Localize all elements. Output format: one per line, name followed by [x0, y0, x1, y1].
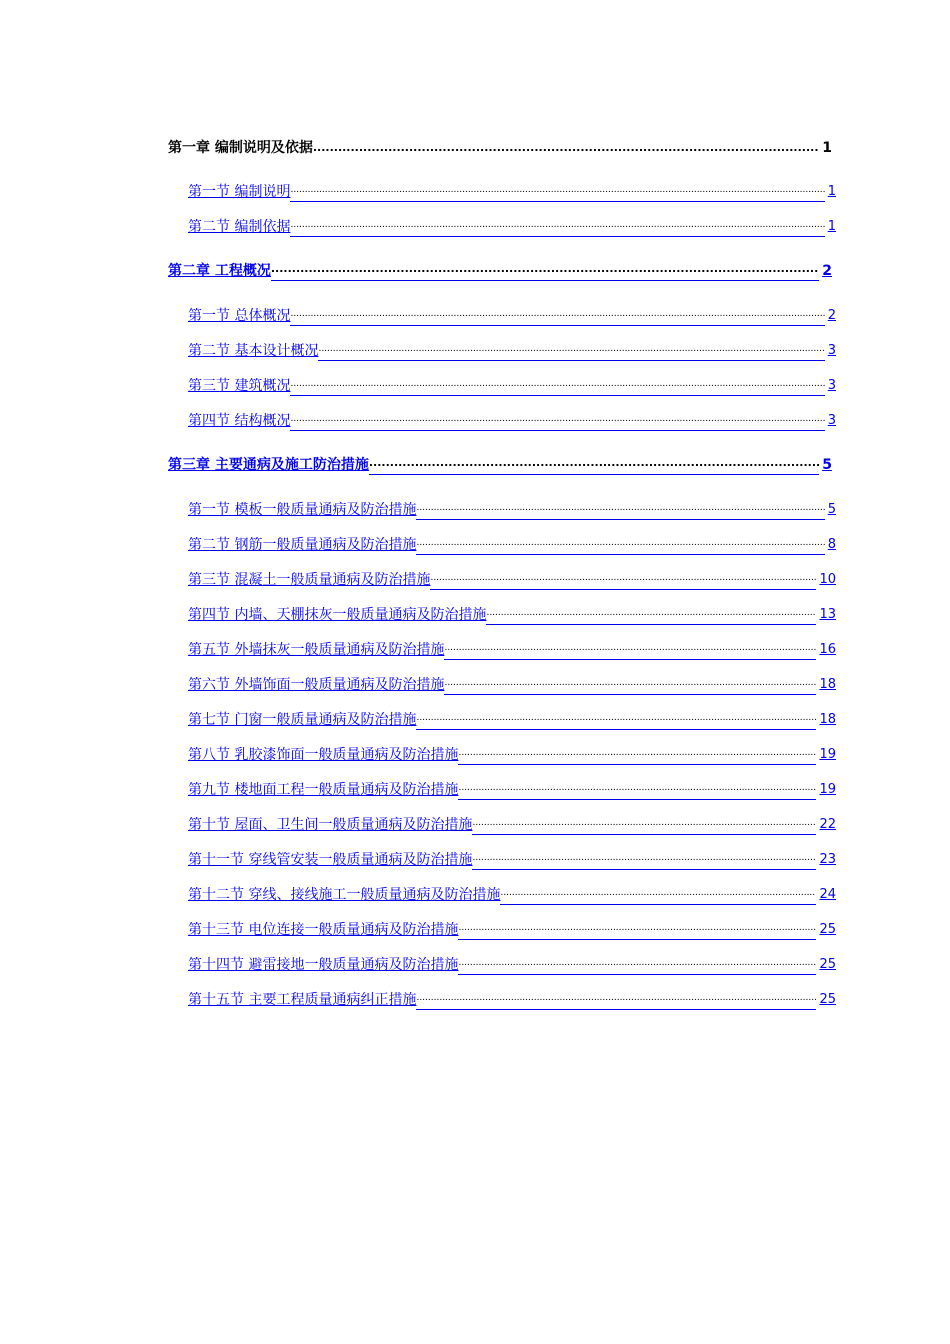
toc-section-link[interactable]: [188, 500, 836, 520]
toc-section-title: 第二节 钢筋一般质量通病及防治措施: [188, 537, 417, 553]
toc-section-title: 第三节 混凝土一般质量通病及防治措施: [188, 572, 431, 588]
toc-section-title: 第十五节 主要工程质量通病纠正措施: [188, 992, 417, 1008]
toc-section-link[interactable]: [188, 306, 836, 326]
toc-section-link[interactable]: [188, 710, 836, 730]
toc-leader-dots: [416, 989, 816, 1010]
toc-page-number: 25: [819, 992, 836, 1007]
toc-section-title: 第八节 乳胶漆饰面一般质量通病及防治措施: [188, 747, 459, 763]
toc-section-title: 第十四节 避雷接地一般质量通病及防治措施: [188, 957, 459, 973]
toc-section-title: 第九节 楼地面工程一般质量通病及防治措施: [188, 782, 459, 798]
toc-leader-dots: [290, 305, 824, 326]
toc-leader-dots: [430, 569, 816, 590]
toc-section-title: 第二节 基本设计概况: [188, 343, 319, 359]
toc-leader-dots: [290, 410, 824, 431]
toc-leader-dots: [416, 534, 824, 555]
toc-page-number: 5: [822, 457, 832, 473]
toc-leader-dots: [458, 954, 816, 975]
toc-leader-dots: [416, 499, 824, 520]
toc-leader-dots: [458, 779, 816, 800]
toc-leader-dots: [290, 216, 824, 237]
toc-section-title: 第六节 外墙饰面一般质量通病及防治措施: [188, 677, 445, 693]
toc-page-number: 18: [819, 677, 836, 692]
toc-section-link[interactable]: [188, 990, 836, 1010]
toc-page-number: 25: [819, 957, 836, 972]
toc-leader-dots: [369, 454, 819, 475]
toc-section-link[interactable]: [188, 341, 836, 361]
toc-chapter-title: 第二章 工程概况: [168, 263, 271, 279]
toc-leader-dots: [318, 340, 824, 361]
toc-section-link[interactable]: [188, 780, 836, 800]
toc-chapter-title: 第三章 主要通病及施工防治措施: [168, 457, 369, 473]
toc-section-link[interactable]: [188, 745, 836, 765]
toc-section-link[interactable]: [188, 376, 836, 396]
toc-page-number: 2: [827, 308, 836, 323]
toc-page-number: 3: [827, 413, 836, 428]
toc-section-title: 第五节 外墙抹灰一般质量通病及防治措施: [188, 642, 445, 658]
toc-page-number: 1: [827, 184, 836, 199]
toc-section-title: 第一节 总体概况: [188, 308, 291, 324]
toc-page-number: 2: [822, 263, 832, 279]
toc-page-number: 1: [827, 219, 836, 234]
toc-chapter-3[interactable]: [168, 455, 832, 475]
toc-leader-dots: [271, 260, 819, 281]
toc-section-link[interactable]: [188, 535, 836, 555]
toc-chapter-1[interactable]: [168, 138, 832, 158]
toc-section-title: 第四节 结构概况: [188, 413, 291, 429]
toc-section-title: 第七节 门窗一般质量通病及防治措施: [188, 712, 417, 728]
toc-section-link[interactable]: [188, 217, 836, 237]
toc-page-number: 5: [827, 502, 836, 517]
toc-section-link[interactable]: [188, 675, 836, 695]
toc-page-number: 3: [827, 378, 836, 393]
toc-leader-dots: [444, 639, 816, 660]
toc-section-title: 第一节 编制说明: [188, 184, 291, 200]
toc-page-number: 19: [819, 747, 836, 762]
toc-section-link[interactable]: [188, 411, 836, 431]
toc-section-link[interactable]: [188, 815, 836, 835]
toc-page-number: 25: [819, 922, 836, 937]
toc-section-link[interactable]: [188, 885, 836, 905]
toc-page-number: 1: [822, 140, 832, 156]
toc-leader-dots: [486, 604, 816, 625]
toc-page-number: 18: [819, 712, 836, 727]
toc-section-link[interactable]: [188, 920, 836, 940]
toc-section-title: 第十一节 穿线管安装一般质量通病及防治措施: [188, 852, 473, 868]
toc-section-title: 第二节 编制依据: [188, 219, 291, 235]
toc-page-number: 24: [819, 887, 836, 902]
toc-leader-dots: [290, 375, 824, 396]
toc-leader-dots: [458, 919, 816, 940]
toc-page-number: 23: [819, 852, 836, 867]
toc-leader-dots: [313, 138, 819, 158]
toc-section-title: 第四节 内墙、天棚抹灰一般质量通病及防治措施: [188, 607, 487, 623]
toc-leader-dots: [416, 709, 816, 730]
toc-chapter-title: 第一章 编制说明及依据: [168, 140, 313, 156]
toc-chapter-2[interactable]: [168, 261, 832, 281]
toc-page-number: 19: [819, 782, 836, 797]
toc-page-number: 10: [819, 572, 836, 587]
toc-leader-dots: [472, 814, 816, 835]
toc-leader-dots: [472, 849, 816, 870]
toc-leader-dots: [500, 884, 816, 905]
toc-page-number: 13: [819, 607, 836, 622]
toc-section-title: 第十二节 穿线、接线施工一般质量通病及防治措施: [188, 887, 501, 903]
toc-section-link[interactable]: [188, 182, 836, 202]
toc-section-link[interactable]: [188, 640, 836, 660]
toc-section-link[interactable]: [188, 955, 836, 975]
toc-section-link[interactable]: [188, 850, 836, 870]
toc-section-title: 第十三节 电位连接一般质量通病及防治措施: [188, 922, 459, 938]
toc-page-number: 22: [819, 817, 836, 832]
toc-section-link[interactable]: [188, 570, 836, 590]
toc-leader-dots: [444, 674, 816, 695]
toc-page-number: 16: [819, 642, 836, 657]
toc-leader-dots: [458, 744, 816, 765]
toc-leader-dots: [290, 181, 824, 202]
toc-page-number: 8: [827, 537, 836, 552]
toc-section-link[interactable]: [188, 605, 836, 625]
toc-page-number: 3: [827, 343, 836, 358]
toc-section-title: 第三节 建筑概况: [188, 378, 291, 394]
toc-section-title: 第一节 模板一般质量通病及防治措施: [188, 502, 417, 518]
toc-section-title: 第十节 屋面、卫生间一般质量通病及防治措施: [188, 817, 473, 833]
